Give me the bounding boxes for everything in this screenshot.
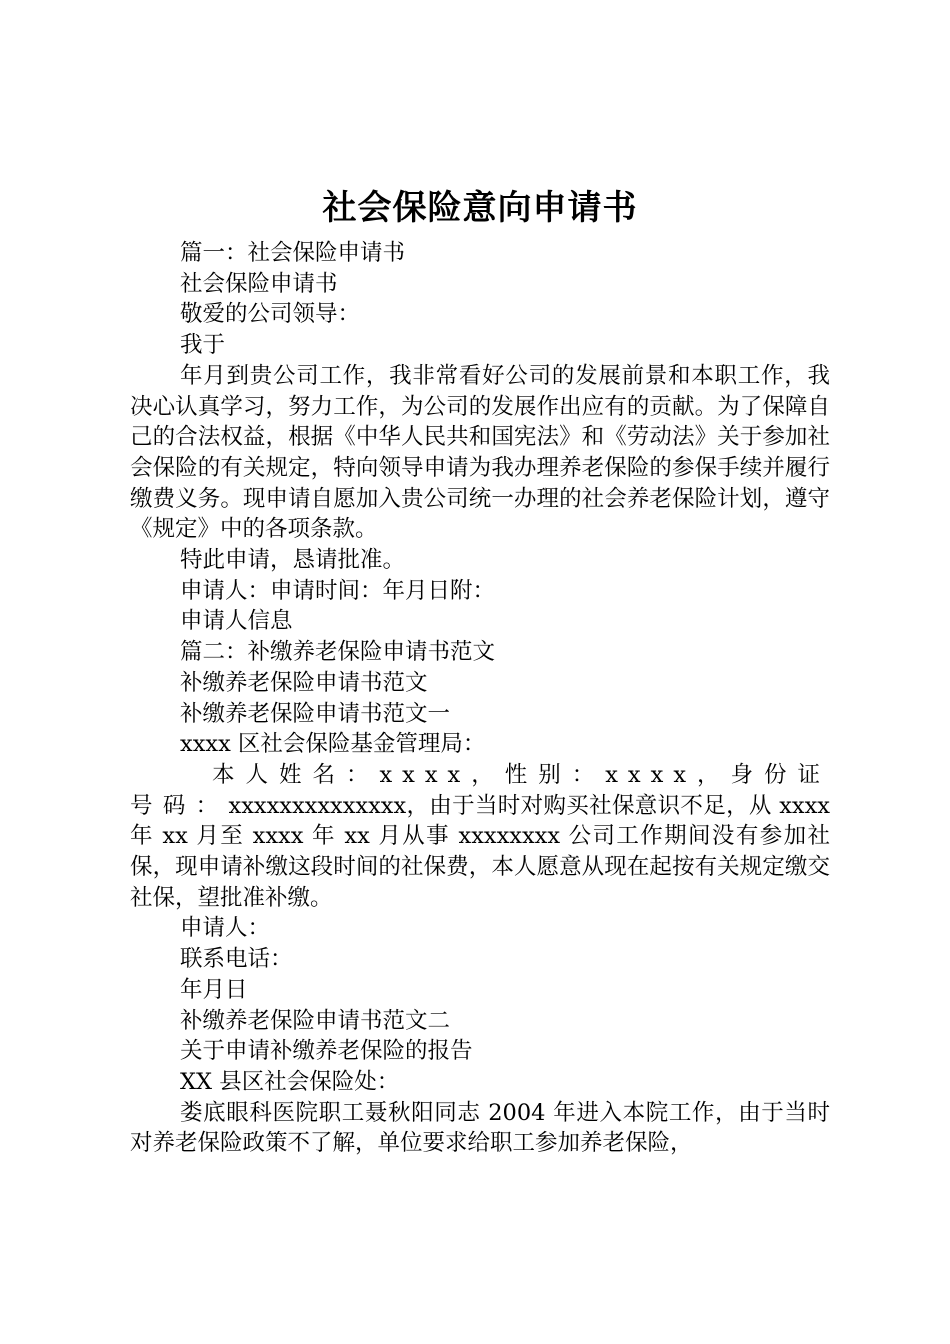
- body-paragraph: 娄底眼科医院职工聂秋阳同志 2004 年进入本院工作，由于当时对养老保险政策不了解，单位要求给职工参加养老保险，: [130, 1099, 830, 1157]
- text-line: 篇二：补缴养老保险申请书范文: [180, 639, 496, 666]
- document-page: [130, 180, 830, 1159]
- text-line: 申请人信息: [180, 608, 293, 635]
- text-line: 社会保险申请书: [180, 270, 338, 297]
- body-paragraph: [130, 760, 830, 914]
- text-line: XX 县区社会保险处：: [180, 1068, 400, 1095]
- text-line: 补缴养老保险申请书范文: [180, 669, 428, 696]
- text-line: 关于申请补缴养老保险的报告: [180, 1038, 473, 1065]
- text-line: 申请人：: [180, 915, 271, 942]
- text-line: 特此申请，恳请批准。: [180, 547, 406, 574]
- text-line: 年月日: [180, 976, 248, 1003]
- body-paragraph: 年月到贵公司工作，我非常看好公司的发展前景和本职工作，我决心认真学习，努力工作，为公司的发展作出应有的贡献。为了保障自己的合法权益，根据《中华人民共和国宪法》和《劳动法》关于参加社会保险的有关规定，特向领导申请为我办理养老保险的参保手续并履行缴费义务。现申请自愿加入贵公司统一办理的社会养老保险计划，遵守《规定》中的各项条款。: [130, 362, 830, 543]
- text-line: 敬爱的公司领导：: [180, 301, 361, 328]
- paragraph-lead: 本人姓名：xxxx，性别：xxxx，身份证号码：: [130, 761, 830, 819]
- text-line: 篇一：社会保险申请书: [180, 240, 406, 266]
- text-line: 我于: [180, 332, 226, 359]
- document-title: 社会保险意向申请书: [322, 188, 638, 228]
- text-line: 申请人：申请时间：年月日附：: [180, 577, 496, 604]
- text-line: 补缴养老保险申请书范文一: [180, 700, 451, 727]
- text-line: xxxx 区社会保险基金管理局：: [180, 731, 486, 758]
- paragraph-body: xxxxxxxxxxxxxx，由于当时对购买社保意识不足，从 xxxx 年 xx 月至 xxxx 年 xx 月从事 xxxxxxxx 公司工作期间没有参加社保，现申请补缴这段时间的社保费，本人愿意从现在起按有关规定缴交社保，望批准补缴。: [130, 792, 830, 911]
- text-line: 补缴养老保险申请书范文二: [180, 1007, 451, 1034]
- text-line: 联系电话：: [180, 946, 293, 973]
